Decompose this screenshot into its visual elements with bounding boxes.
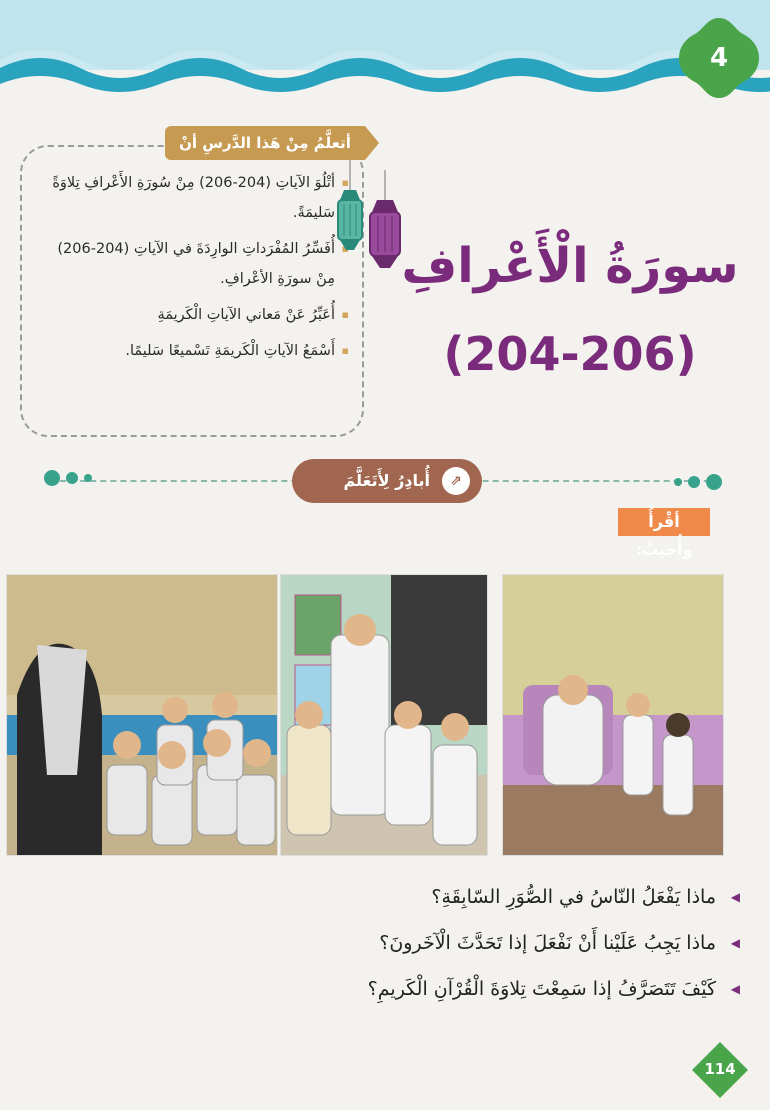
- read-and-answer-tag: أقْرأُ وأُجيبُ:: [618, 508, 710, 536]
- objective-item: ▪ أُفَسِّرُ المُفْرَداتِ الوارِدَةَ في الآياتِ (204-206) مِنْ سورَةِ الأعْرافِ.: [34, 234, 349, 294]
- objective-item: ▪ أَسْمَعُ الآياتِ الْكَريمَةِ تَسْميعًا سَليمًا.: [34, 336, 349, 366]
- objectives-tab: أتعلَّمُ مِنْ هَذا الدَّرسِ أنْ: [165, 126, 365, 160]
- lesson-number: 4: [709, 43, 729, 73]
- objective-item: ▪ أتْلُوَ الآياتِ (204-206) مِنْ سُورَةِ الأَعْرافِ تِلاوَةً سَليمَةً.: [34, 168, 349, 228]
- objectives-list: [34, 168, 349, 372]
- question-item: ◀ كَيْفَ تَتَصَرَّفُ إذا سَمِعْتَ تِلاوَةَ الْقُرْآنِ الْكَريمِ؟: [140, 966, 740, 1012]
- illustration-mosque-circle: [6, 574, 278, 856]
- verse-range: (204-206): [443, 327, 697, 381]
- questions-list: [140, 874, 740, 1012]
- question-item: ◀ ماذا يَفْعَلُ النّاسُ في الصُّوَرِ السّابِقَةِ؟: [140, 874, 740, 920]
- header-wave: [0, 0, 770, 110]
- illustration-living-room: [502, 574, 724, 856]
- question-item: ◀ ماذا يَجِبُ عَلَيْنا أَنْ نَفْعَلَ إذا تَحَدَّثَ الْآخَرونَ؟: [140, 920, 740, 966]
- illustration-classroom: [280, 574, 488, 856]
- surah-title: سورَةُ الْأَعْرافِ: [401, 238, 739, 294]
- section-banner: [292, 459, 482, 503]
- page-number: 114: [704, 1060, 736, 1078]
- objective-item: ▪ أُعَبِّرُ عَنْ مَعاني الآياتِ الْكَريمَةِ: [34, 300, 349, 330]
- banner-label: أُبادِرُ لِأَتَعَلَّمَ: [343, 471, 430, 490]
- stairs-icon: ⇗: [442, 467, 470, 495]
